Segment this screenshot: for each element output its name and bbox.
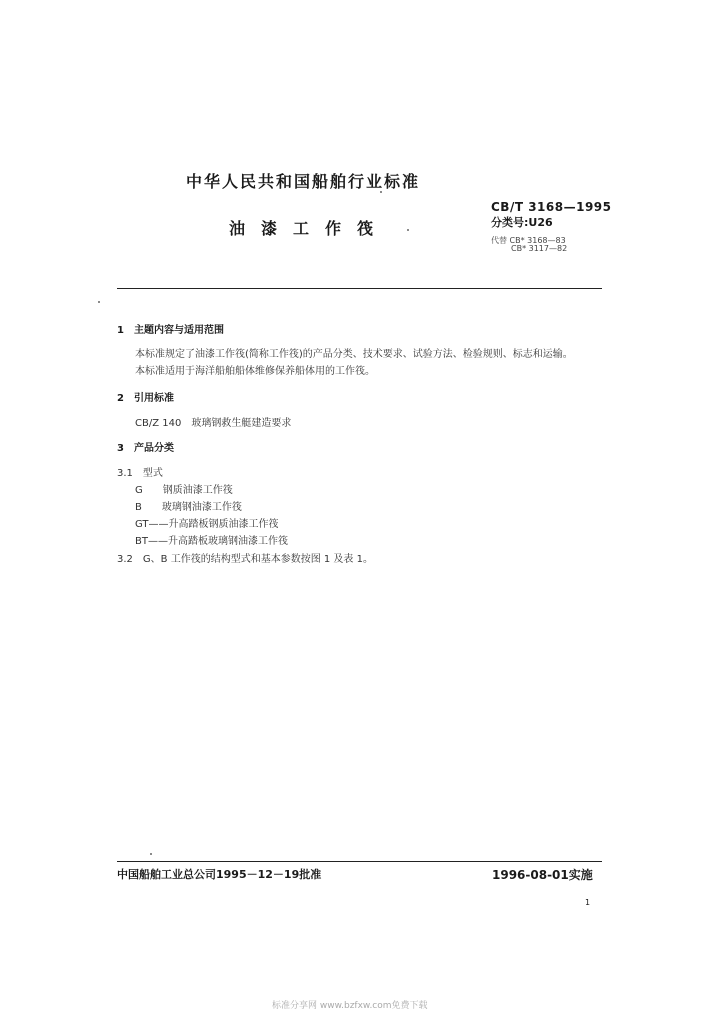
section-1-paragraph-2: 本标准适用于海洋船舶船体维修保养船体用的工作筏。: [135, 366, 375, 377]
section-1-title: 1 主题内容与适用范围: [117, 325, 224, 336]
scan-speck: [98, 301, 100, 303]
replaces-standard-2: CB* 3117—82: [511, 244, 568, 253]
scan-speck: [407, 229, 409, 231]
document-title: 油漆工作筏: [229, 219, 390, 238]
header-divider: [117, 288, 602, 289]
type-g: G 钢质油漆工作筏: [135, 485, 233, 496]
section-2-reference: CB/Z 140 玻璃钢救生艇建造要求: [135, 418, 292, 429]
replaces-standard-1: 代替 CB* 3168—83: [491, 236, 566, 245]
type-b: B 玻璃钢油漆工作筏: [135, 502, 242, 513]
section-2-title: 2 引用标准: [117, 393, 174, 404]
watermark: 标准分享网 www.bzfxw.com免费下载: [272, 1001, 428, 1011]
scan-speck: [150, 853, 152, 855]
section-1-paragraph-1: 本标准规定了油漆工作筏(简称工作筏)的产品分类、技术要求、试验方法、检验规则、标志和运输。: [135, 349, 573, 360]
page-number: 1: [585, 898, 591, 907]
section-3-title: 3 产品分类: [117, 443, 174, 454]
section-3-2: 3.2 G、B 工作筏的结构型式和基本参数按图 1 及表 1。: [117, 554, 373, 565]
scan-speck: [380, 191, 382, 193]
approval-date: 中国船舶工业总公司1995－12－19批准: [117, 868, 322, 881]
type-bt: BT——升高踏板玻璃钢油漆工作筏: [135, 536, 288, 547]
standard-code: CB/T 3168—1995: [491, 200, 612, 214]
footer-divider: [117, 861, 602, 862]
type-gt: GT——升高踏板钢质油漆工作筏: [135, 519, 279, 530]
classification-number: 分类号:U26: [491, 216, 553, 229]
effective-date: 1996-08-01实施: [492, 868, 593, 882]
org-title: 中华人民共和国船舶行业标准: [186, 172, 421, 191]
section-3-1-title: 3.1 型式: [117, 468, 163, 479]
